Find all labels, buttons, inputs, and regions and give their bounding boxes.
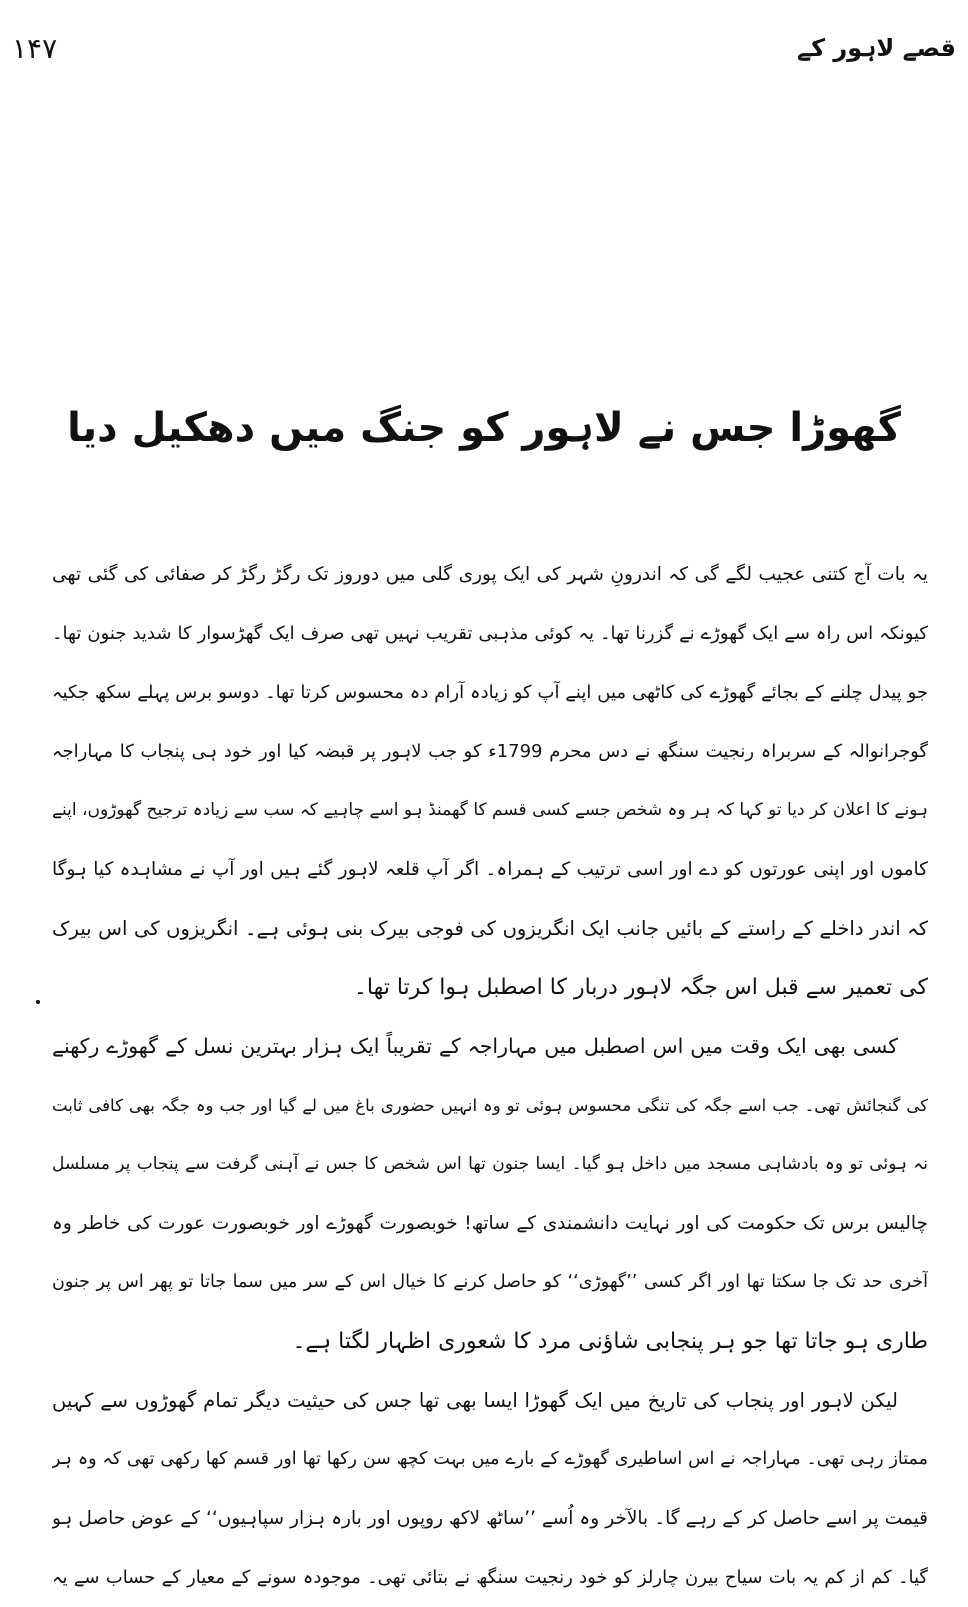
body-line: کہ اندر داخلے کے راستے کے بائیں جانب ایک انگریزوں کی فوجی بیرک بنی ہوئی ہے۔ انگریزوں کی اس بیرک [52,917,928,940]
page-header [12,28,956,68]
body-line: گوجرانوالہ کے سربراہ رنجیت سنگھ نے دس محرم 1799ء کو جب لاہور پر قبضہ کیا اور خود ہی پنجاب کا مہاراجہ [52,741,928,762]
body-line: یہ بات آج کتنی عجیب لگے گی کہ اندرونِ شہر کی ایک پوری گلی میں دوروز تک رگڑ رگڑ کر صفائی کی گئی تھی [52,564,928,585]
body-line: کی تعمیر سے قبل اس جگہ لاہور دربار کا اصطبل ہوا کرتا تھا۔ [354,975,928,1000]
body-line: چالیس برس تک حکومت کی اور نہایت دانشمندی کے ساتھ! خوبصورت گھوڑے اور خوبصورت عورت کی خاطر وہ [52,1213,928,1234]
body-line: کسی بھی ایک وقت میں اس اصطبل میں مہاراجہ کے تقریباً ایک ہزار بہترین نسل کے گھوڑے رکھنے [52,1034,898,1058]
body-line: کاموں اور اپنی عورتوں کو دے اور اسی ترتیب کے ہمراہ۔ اگر آپ قلعہ لاہور گئے ہیں اور آپ نے مشاہدہ کیا ہوگا [52,859,928,880]
body-line: کی گنجائش تھی۔ جب اسے جگہ کی تنگی محسوس ہوئی تو وہ انہیں حضوری باغ میں لے گیا اور جب وہ جگہ بھی کافی ثابت [52,1096,928,1115]
body-line: کیونکہ اس راہ سے ایک گھوڑے نے گزرنا تھا۔ یہ کوئی مذہبی تقریب نہیں تھی صرف ایک گھڑسوار کا شدید جنون تھا۔ [52,623,928,644]
body-line: جو پیدل چلنے کے بجائے گھوڑے کی کاٹھی میں اپنے آپ کو زیادہ آرام دہ محسوس کرتا تھا۔ دوسو برس پہلے سکھ جکیہ [52,682,928,703]
body-line: ہونے کا اعلان کر دیا تو کہا کہ ہر وہ شخص جسے کسی قسم کا گھمنڈ ہو اسے چاہیے کہ سب سے زیادہ ترجیح گھوڑوں، اپنے [52,800,928,820]
body-line: ممتاز رہی تھی۔ مہاراجہ نے اس اساطیری گھوڑے کے بارے میں بہت کچھ سن رکھا تھا اور قسم کھا رکھی تھی کہ وہ ہر [52,1449,928,1469]
body-line: طاری ہو جاتا تھا جو ہر پنجابی شاؤنی مرد کا شعوری اظہار لگتا ہے۔ [292,1329,928,1354]
body-text [52,545,928,1607]
body-line: گیا۔ کم از کم یہ بات سیاح بیرن چارلز کو خود رنجیت سنگھ نے بتائی تھی۔ موجودہ سونے کے معیار کے حساب سے یہ [52,1567,928,1588]
page-number: ۱۴۷ [12,31,58,65]
body-line: لیکن لاہور اور پنجاب کی تاریخ میں ایک گھوڑا ایسا بھی تھا جس کی حیثیت دیگر تمام گھوڑوں سے کہیں [52,1389,898,1412]
body-line: نہ ہوئی تو وہ بادشاہی مسجد میں داخل ہو گیا۔ ایسا جنون تھا اس شخص کا جس نے آہنی گرفت سے پنجاب پر مسلسل [52,1154,928,1174]
chapter-title: گھوڑا جس نے لاہور کو جنگ میں دھکیل دیا [67,405,901,451]
running-head: قصے لاہور کے [797,34,956,62]
body-line: قیمت پر اسے حاصل کر کے رہے گا۔ بالآخر وہ اُسے ’’ساٹھ لاکھ روپوں اور بارہ ہزار سپاہیوں‘‘ کے عوض حاصل ہو [52,1508,928,1529]
body-line: آخری حد تک جا سکتا تھا اور اگر کسی ’’گھوڑی‘‘ کو حاصل کرنے کا خیال اس کے سر میں سما جاتا تو پھر اس پر جنون [52,1272,928,1292]
margin-mark [36,1000,40,1004]
